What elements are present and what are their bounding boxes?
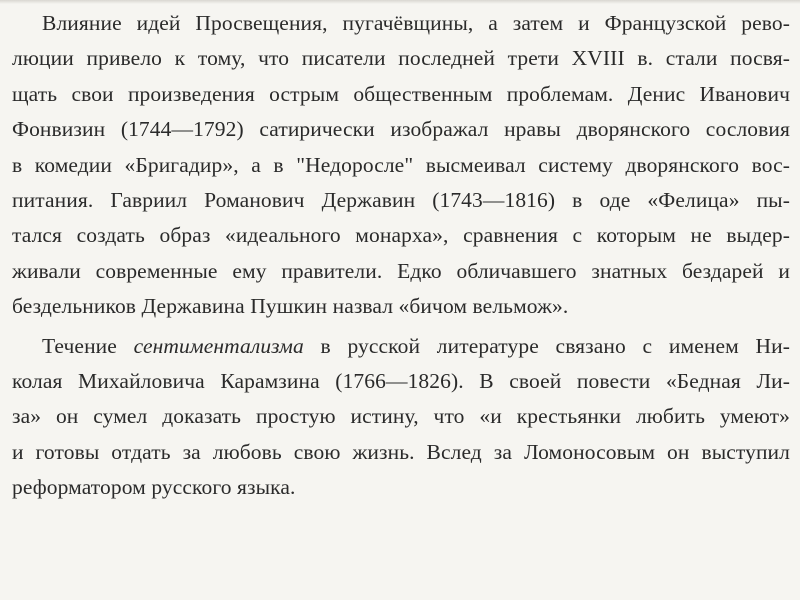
text-line: реформатором русского языка. <box>12 475 296 500</box>
text-line: бездельников Державина Пушкин назвал «бичом вельмож». <box>12 294 569 319</box>
text-run: в русской литературе связано с именем Ни- <box>303 333 790 358</box>
text-body <box>12 6 790 505</box>
text-line: Влияние идей Просвещения, пугачёвщины, а затем и Французской рево- <box>42 11 790 35</box>
text-line: люции привело к тому, что писатели последней трети XVIII в. стали посвя- <box>12 46 790 71</box>
text-line: за» он сумел доказать простую истину, что «и крестьянки любить умеют» <box>12 404 790 429</box>
text-line: колая Михайловича Карамзина (1766—1826). В своей повести «Бедная Ли- <box>12 368 790 393</box>
paragraph-2 <box>12 329 790 506</box>
page-top-edge <box>0 0 800 4</box>
text-line: щать свои произведения острым общественным проблемам. Денис Иванович <box>12 81 790 106</box>
text-line: живали современные ему правители. Едко обличавшего знатных бездарей и <box>12 258 790 283</box>
paragraph-1 <box>12 6 790 325</box>
text-line: Фонвизин (1744—1792) сатирически изображал нравы дворянского сословия <box>12 117 790 142</box>
italic-term: сентиментализма <box>133 333 304 358</box>
text-run: Течение <box>42 333 134 358</box>
text-line: питания. Гавриил Романович Державин (1743—1816) в оде «Фелица» пы- <box>12 187 790 212</box>
text-line: и готовы отдать за любовь свою жизнь. Вслед за Ломоносовым он выступил <box>12 439 790 464</box>
text-line: в комедии «Бригадир», а в "Недоросле" высмеивал систему дворянского вос- <box>12 152 790 177</box>
text-line <box>12 329 790 364</box>
text-line: тался создать образ «идеального монарха», сравнения с которым не выдер- <box>12 223 790 248</box>
